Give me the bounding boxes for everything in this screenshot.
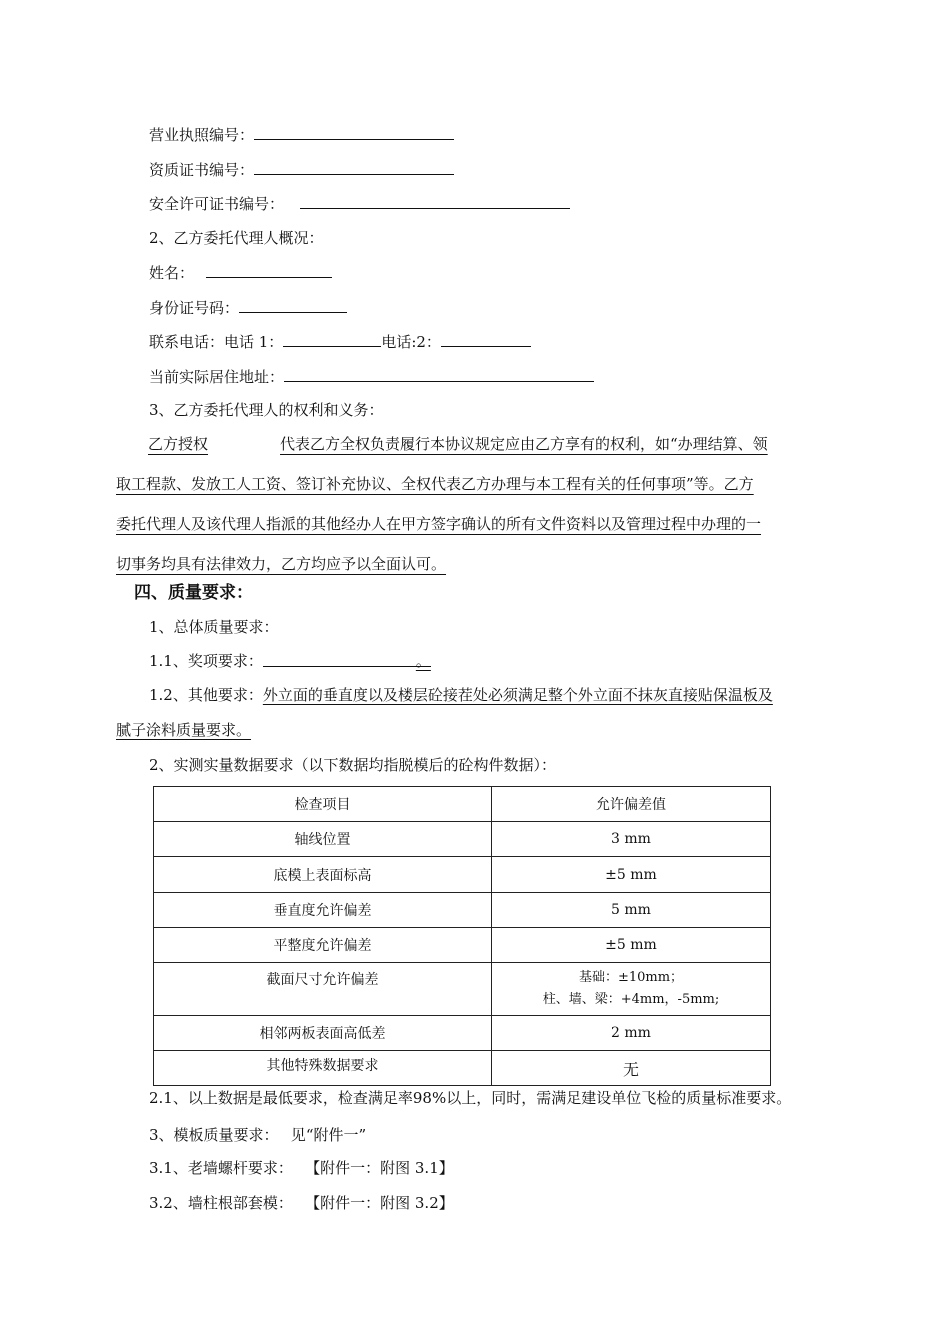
rights-line-1: [116, 424, 844, 464]
table-cell-value: ±5 mm: [492, 857, 771, 893]
agent-name-field: [149, 262, 332, 283]
other-requirement-text-1: 外立面的垂直度以及楼层砼接茬处必须满足整个外立面不抹灰直接贴保温板及: [262, 686, 773, 704]
safety-license-field: [149, 193, 570, 214]
base-formwork-requirement: 3.2、墙柱根部套模： 【附件一：附图 3.2】: [149, 1194, 454, 1212]
table-row: [154, 893, 771, 928]
agent-name-label: 姓名：: [149, 264, 195, 282]
qualification-blank: [254, 159, 454, 175]
business-license-label: 营业执照编号：: [149, 126, 255, 144]
agent-id-field: [149, 297, 347, 318]
business-license-field: [149, 124, 454, 145]
rights-line-2: 取工程款、发放工人工资、签订补充协议、全权代表乙方办理与本工程有关的任何事项”等。乙方: [116, 475, 754, 493]
qualification-field: [149, 159, 454, 180]
table-cell-item: 截面尺寸允许偏差: [154, 963, 492, 1016]
bolt-requirement: 3.1、老墙螺杆要求： 【附件一：附图 3.1】: [149, 1159, 454, 1177]
award-field: [149, 651, 431, 671]
table-cell-item: 垂直度允许偏差: [154, 893, 492, 928]
other-requirement-line-2: 腻子涂料质量要求。: [116, 721, 252, 739]
table-row: [154, 822, 771, 857]
table-cell-item: 轴线位置: [154, 822, 492, 857]
tolerance-table: [153, 786, 771, 1086]
rights-paragraph: [116, 424, 844, 584]
table-cell-item: 相邻两板表面高低差: [154, 1016, 492, 1051]
table-cell-value: [492, 963, 771, 1016]
rights-line-3: 委托代理人及该代理人指派的其他经办人在甲方签字确认的所有文件资料以及管理过程中办理的一: [116, 515, 762, 533]
other-requirement-line-1: [149, 685, 773, 705]
qualification-label: 资质证书编号：: [149, 161, 255, 179]
rights-line-4: 切事务均具有法律效力，乙方均应予以全面认可。: [116, 555, 447, 573]
agent-phone1-blank: [283, 331, 381, 347]
rights-heading: 3、乙方委托代理人的权利和义务：: [149, 401, 384, 419]
rights-line-1-start: 乙方授权: [148, 435, 209, 453]
agent-phone2-blank: [441, 331, 531, 347]
formwork-requirement: 3、模板质量要求： 见“附件一”: [149, 1126, 367, 1144]
rights-line-1-rest: 代表乙方全权负责履行本协议规定应由乙方享有的权利，如“办理结算、领: [280, 435, 768, 453]
agent-phone-field: [149, 331, 531, 352]
table-row: [154, 857, 771, 893]
section-tolerance-foundation: 基础：±10mm；: [578, 970, 684, 985]
other-requirement-label: 1.2、其他要求：: [149, 686, 263, 704]
table-cell-value: 无: [492, 1051, 771, 1086]
table-header-row: [154, 787, 771, 822]
measure-heading: 2、实测实量数据要求（以下数据均指脱模后的砼构件数据）：: [149, 756, 557, 774]
award-blank: [263, 651, 431, 670]
agent-address-blank: [284, 366, 594, 382]
table-cell-value: 5 mm: [492, 893, 771, 928]
table-cell-item: 其他特殊数据要求: [154, 1051, 492, 1086]
safety-license-blank: [300, 193, 570, 209]
award-end: 。: [415, 652, 431, 670]
header-tolerance: 允许偏差值: [492, 787, 771, 822]
table-row: [154, 963, 771, 1016]
agent-name-blank: [206, 262, 332, 278]
business-license-blank: [254, 124, 454, 140]
agent-address-label: 当前实际居住地址：: [149, 368, 285, 386]
agent-heading: 2、乙方委托代理人概况：: [149, 229, 324, 247]
section-tolerance-column: 柱、墙、梁：+4mm，-5mm;: [542, 992, 720, 1007]
quality-section-title: 四、质量要求：: [134, 583, 253, 603]
table-row: [154, 928, 771, 963]
agent-id-blank: [239, 297, 347, 313]
agent-address-field: [149, 366, 594, 387]
award-label: 1.1、奖项要求：: [149, 652, 263, 670]
agent-phone-label: 联系电话：电话 1：: [149, 333, 284, 351]
table-cell-value: 3 mm: [492, 822, 771, 857]
table-row: [154, 1051, 771, 1086]
agent-phone2-label: 电话:2：: [381, 333, 441, 351]
table-cell-item: 底模上表面标高: [154, 857, 492, 893]
quality-note: 2.1、以上数据是最低要求，检查满足率98%以上，同时，需满足建设单位飞检的质量标准要求。: [149, 1089, 792, 1107]
safety-license-label: 安全许可证书编号：: [149, 195, 285, 213]
quality-general: 1、总体质量要求：: [149, 618, 279, 636]
table-cell-item: 平整度允许偏差: [154, 928, 492, 963]
header-item: 检查项目: [154, 787, 492, 822]
table-cell-value: ±5 mm: [492, 928, 771, 963]
table-cell-value: 2 mm: [492, 1016, 771, 1051]
agent-id-label: 身份证号码：: [149, 299, 240, 317]
table-row: [154, 1016, 771, 1051]
